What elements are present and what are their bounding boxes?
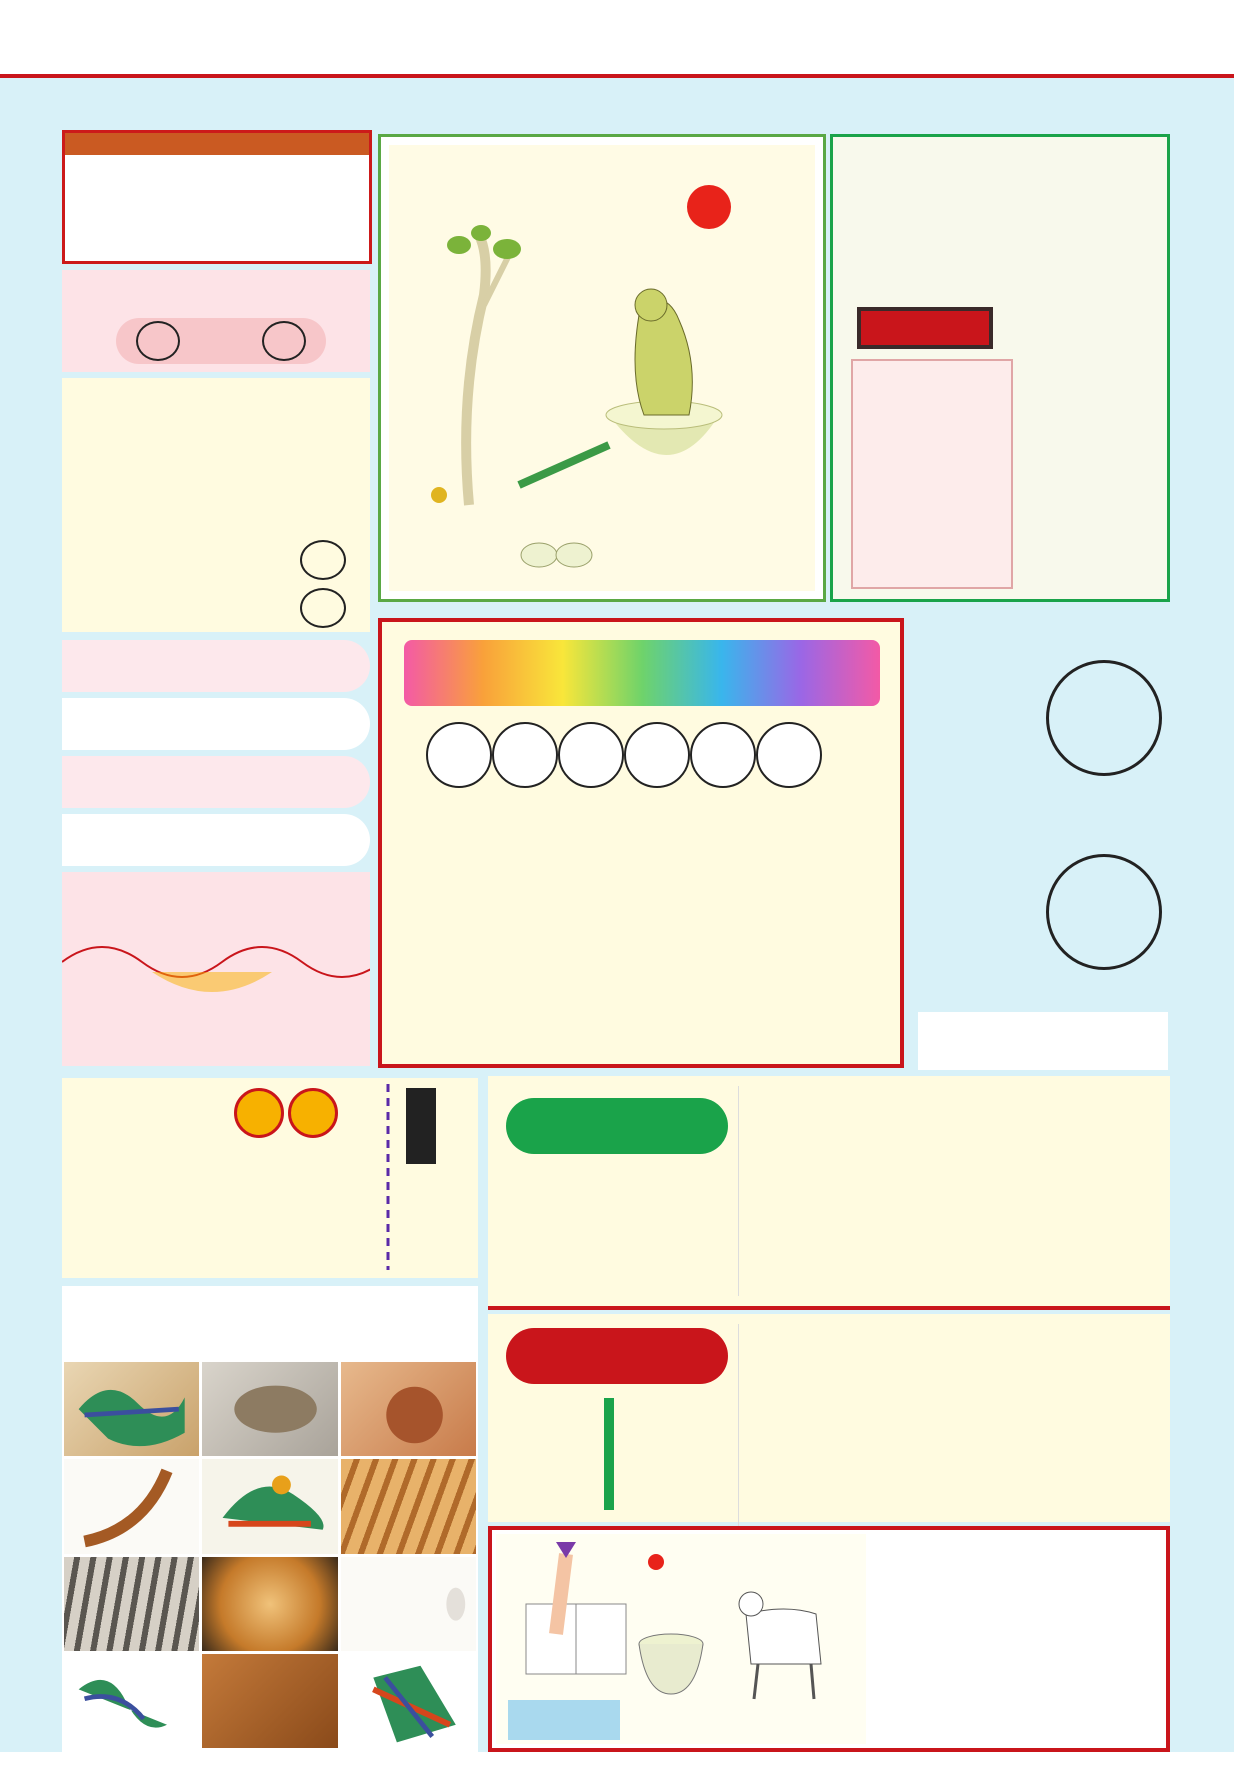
puzzle-tile — [202, 1459, 337, 1553]
twin-hint — [918, 1012, 1168, 1070]
hot-cold-table — [62, 130, 372, 264]
stat-label-box — [918, 818, 1026, 1006]
brand-strip-top — [0, 78, 1234, 124]
analysis-number — [624, 722, 690, 788]
analysis-number — [492, 722, 558, 788]
puzzle-tile — [64, 1459, 199, 1553]
puzzle-tile — [64, 1362, 199, 1456]
divider — [738, 1324, 739, 1534]
hot-cold-panel — [62, 270, 370, 372]
puzzle-tile — [341, 1459, 476, 1553]
analysis-number — [690, 722, 756, 788]
poem-badge — [288, 1088, 338, 1138]
puzzle-tile — [202, 1362, 337, 1456]
riddle-picture — [378, 134, 826, 602]
poem-panel — [62, 1078, 478, 1278]
tiger-bowl-illustration — [389, 145, 815, 591]
hot-number — [136, 321, 180, 361]
table-title — [65, 133, 369, 155]
butterfly-icon — [412, 1230, 446, 1264]
special-open-panel — [488, 1314, 1170, 1522]
provide-number — [300, 588, 346, 628]
wave-decoration — [62, 932, 370, 992]
footer — [0, 1752, 1234, 1776]
puzzle-tile — [341, 1654, 476, 1748]
puzzle-tile — [64, 1557, 199, 1651]
seek-code-label — [857, 307, 993, 349]
stat-row — [918, 818, 1168, 1006]
poem-badge — [234, 1088, 284, 1138]
hot-cold-pill — [116, 318, 326, 364]
lucky-row — [62, 814, 370, 866]
special-code-panel — [62, 378, 370, 632]
puzzle-tile — [341, 1362, 476, 1456]
analysis-number — [558, 722, 624, 788]
total-sum-panel — [488, 1076, 1170, 1310]
analysis-banner — [404, 640, 880, 706]
puzzle-grid — [64, 1362, 476, 1748]
xuanji-panel — [830, 134, 1170, 602]
zodiac-puzzle — [62, 1286, 478, 1752]
riddle-panel — [488, 1526, 1170, 1752]
contribution-panel — [62, 872, 370, 1066]
lucky-row — [62, 756, 370, 808]
tips-tag — [406, 1088, 436, 1164]
total-heading — [506, 1098, 728, 1154]
stat-label-box — [918, 624, 1026, 812]
analysis-number — [756, 722, 822, 788]
butterfly-icon — [412, 1186, 446, 1220]
riddle-illustration — [496, 1534, 866, 1744]
poem-scroll — [851, 359, 1013, 589]
provide-number — [300, 540, 346, 580]
brand-strip-right — [1182, 124, 1230, 1754]
analysis-numbers — [426, 722, 822, 788]
stat-number — [1046, 854, 1162, 970]
puzzle-tile — [341, 1557, 476, 1651]
puzzle-tile — [202, 1654, 337, 1748]
lucky-row — [62, 640, 370, 692]
computer-analysis-panel — [378, 618, 904, 1068]
riddle-label — [508, 1700, 620, 1740]
stat-number — [1046, 660, 1162, 776]
puzzle-tile — [64, 1654, 199, 1748]
header — [0, 0, 1234, 78]
appearance-stats — [918, 624, 1168, 1006]
stat-row — [918, 624, 1168, 812]
cold-number — [262, 321, 306, 361]
lucky-row — [62, 698, 370, 750]
divider — [738, 1086, 739, 1296]
divider-bar — [604, 1398, 614, 1510]
special-open-heading — [506, 1328, 728, 1384]
brand-strip-left — [6, 124, 54, 1754]
picture-canvas — [389, 145, 815, 591]
puzzle-tile — [202, 1557, 337, 1651]
analysis-number — [426, 722, 492, 788]
dashed-line — [378, 1084, 398, 1270]
